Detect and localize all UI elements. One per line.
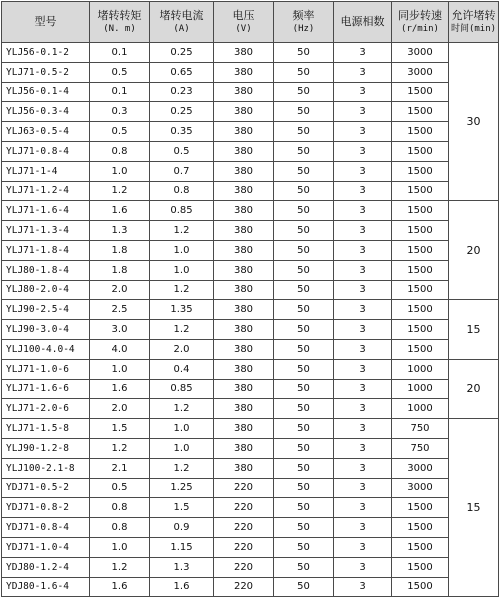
table-row [2,359,499,379]
cell-locked-torque: 1.6 [90,379,150,399]
table-row [2,122,499,142]
cell-locked-torque: 1.0 [90,359,150,379]
cell-model: YLJ90-3.0-4 [2,320,90,340]
cell-locked-current: 0.85 [150,379,214,399]
table-row [2,181,499,201]
table-row [2,537,499,557]
table-row [2,82,499,102]
cell-frequency: 50 [274,518,334,538]
cell-sync-speed: 1500 [392,161,449,181]
cell-phases: 3 [334,557,392,577]
table-row [2,221,499,241]
cell-frequency: 50 [274,438,334,458]
cell-model: YLJ71-1.3-4 [2,221,90,241]
cell-model: YLJ100-2.1-8 [2,458,90,478]
cell-voltage: 380 [214,379,274,399]
cell-locked-time: 20 [449,359,499,418]
cell-locked-current: 0.65 [150,62,214,82]
cell-locked-torque: 0.1 [90,82,150,102]
cell-voltage: 380 [214,300,274,320]
cell-phases: 3 [334,458,392,478]
cell-model: YDJ71-0.8-4 [2,518,90,538]
cell-phases: 3 [334,419,392,439]
cell-voltage: 380 [214,122,274,142]
cell-voltage: 380 [214,458,274,478]
cell-frequency: 50 [274,498,334,518]
cell-model: YLJ90-1.2-8 [2,438,90,458]
cell-frequency: 50 [274,43,334,63]
cell-phases: 3 [334,280,392,300]
cell-locked-current: 1.2 [150,320,214,340]
cell-frequency: 50 [274,557,334,577]
cell-phases: 3 [334,82,392,102]
cell-sync-speed: 1500 [392,201,449,221]
cell-phases: 3 [334,399,392,419]
cell-model: YLJ100-4.0-4 [2,339,90,359]
cell-locked-torque: 0.1 [90,43,150,63]
cell-locked-torque: 2.1 [90,458,150,478]
table-row [2,201,499,221]
cell-phases: 3 [334,62,392,82]
cell-phases: 3 [334,141,392,161]
cell-sync-speed: 3000 [392,62,449,82]
cell-locked-current: 1.0 [150,438,214,458]
cell-phases: 3 [334,102,392,122]
cell-phases: 3 [334,221,392,241]
cell-locked-torque: 0.8 [90,518,150,538]
cell-frequency: 50 [274,300,334,320]
table-row [2,280,499,300]
cell-locked-torque: 1.2 [90,438,150,458]
cell-frequency: 50 [274,379,334,399]
cell-locked-time: 20 [449,201,499,300]
cell-locked-current: 1.6 [150,577,214,597]
cell-locked-torque: 0.5 [90,122,150,142]
cell-frequency: 50 [274,320,334,340]
cell-frequency: 50 [274,577,334,597]
table-row [2,379,499,399]
cell-locked-current: 1.2 [150,458,214,478]
cell-model: YLJ56-0.3-4 [2,102,90,122]
cell-frequency: 50 [274,399,334,419]
cell-sync-speed: 1500 [392,537,449,557]
cell-model: YLJ71-1.5-8 [2,419,90,439]
table-row [2,577,499,597]
cell-locked-current: 0.8 [150,181,214,201]
cell-model: YLJ71-0.5-2 [2,62,90,82]
table-row [2,260,499,280]
table-row [2,102,499,122]
table-row [2,43,499,63]
cell-phases: 3 [334,300,392,320]
cell-sync-speed: 3000 [392,478,449,498]
cell-phases: 3 [334,240,392,260]
col-header-locked-current: 堵转电流 (A) [150,2,214,43]
cell-voltage: 380 [214,141,274,161]
cell-model: YDJ71-0.5-2 [2,478,90,498]
cell-locked-current: 1.5 [150,498,214,518]
cell-voltage: 380 [214,280,274,300]
cell-locked-current: 0.5 [150,141,214,161]
table-row [2,498,499,518]
cell-voltage: 380 [214,240,274,260]
cell-locked-torque: 0.5 [90,478,150,498]
cell-locked-torque: 1.0 [90,161,150,181]
cell-locked-current: 0.85 [150,201,214,221]
col-header-model: 型号 [2,2,90,43]
cell-model: YLJ71-0.8-4 [2,141,90,161]
cell-sync-speed: 1000 [392,379,449,399]
cell-frequency: 50 [274,161,334,181]
cell-locked-current: 0.9 [150,518,214,538]
table-row [2,339,499,359]
cell-frequency: 50 [274,141,334,161]
cell-phases: 3 [334,181,392,201]
cell-locked-torque: 1.8 [90,260,150,280]
cell-frequency: 50 [274,62,334,82]
cell-locked-torque: 1.0 [90,537,150,557]
cell-locked-current: 0.35 [150,122,214,142]
cell-sync-speed: 1500 [392,260,449,280]
cell-sync-speed: 1500 [392,221,449,241]
cell-locked-current: 0.23 [150,82,214,102]
cell-locked-current: 1.15 [150,537,214,557]
cell-voltage: 380 [214,419,274,439]
cell-voltage: 380 [214,43,274,63]
col-header-frequency: 频率 (Hz) [274,2,334,43]
cell-model: YLJ90-2.5-4 [2,300,90,320]
cell-model: YLJ71-1.0-6 [2,359,90,379]
cell-model: YDJ71-0.8-2 [2,498,90,518]
cell-locked-torque: 0.5 [90,62,150,82]
cell-voltage: 220 [214,478,274,498]
cell-voltage: 220 [214,498,274,518]
cell-locked-torque: 1.8 [90,240,150,260]
cell-locked-current: 0.7 [150,161,214,181]
cell-voltage: 380 [214,359,274,379]
cell-voltage: 380 [214,221,274,241]
cell-sync-speed: 3000 [392,458,449,478]
cell-model: YLJ80-2.0-4 [2,280,90,300]
cell-voltage: 220 [214,537,274,557]
cell-phases: 3 [334,339,392,359]
col-header-sync-speed: 同步转速 (r/min) [392,2,449,43]
cell-phases: 3 [334,478,392,498]
cell-voltage: 380 [214,399,274,419]
cell-sync-speed: 750 [392,438,449,458]
cell-locked-time: 15 [449,300,499,359]
cell-sync-speed: 1500 [392,300,449,320]
cell-model: YLJ71-1.8-4 [2,240,90,260]
table-row [2,240,499,260]
cell-frequency: 50 [274,537,334,557]
cell-sync-speed: 1500 [392,498,449,518]
cell-phases: 3 [334,122,392,142]
cell-locked-torque: 1.5 [90,419,150,439]
cell-phases: 3 [334,43,392,63]
cell-sync-speed: 1500 [392,181,449,201]
col-header-voltage: 电压 (V) [214,2,274,43]
cell-model: YLJ71-1.6-4 [2,201,90,221]
table-row [2,518,499,538]
cell-model: YLJ71-2.0-6 [2,399,90,419]
cell-locked-torque: 0.3 [90,102,150,122]
cell-sync-speed: 1500 [392,240,449,260]
cell-voltage: 380 [214,102,274,122]
table-row [2,62,499,82]
cell-voltage: 380 [214,82,274,102]
cell-voltage: 380 [214,260,274,280]
cell-sync-speed: 1000 [392,399,449,419]
cell-frequency: 50 [274,201,334,221]
cell-frequency: 50 [274,419,334,439]
cell-model: YLJ80-1.8-4 [2,260,90,280]
cell-locked-current: 1.25 [150,478,214,498]
cell-model: YLJ71-1.2-4 [2,181,90,201]
cell-voltage: 220 [214,518,274,538]
cell-locked-current: 1.35 [150,300,214,320]
cell-phases: 3 [334,320,392,340]
cell-sync-speed: 1500 [392,280,449,300]
cell-sync-speed: 1500 [392,339,449,359]
cell-locked-torque: 3.0 [90,320,150,340]
cell-voltage: 380 [214,320,274,340]
cell-frequency: 50 [274,260,334,280]
cell-sync-speed: 1500 [392,577,449,597]
cell-locked-torque: 4.0 [90,339,150,359]
col-header-locked-torque: 堵转转矩 (N. m) [90,2,150,43]
cell-locked-current: 2.0 [150,339,214,359]
table-row [2,320,499,340]
table-row [2,438,499,458]
table-row [2,300,499,320]
cell-locked-torque: 1.6 [90,577,150,597]
cell-phases: 3 [334,359,392,379]
cell-locked-current: 0.25 [150,43,214,63]
table-body [2,43,499,597]
cell-frequency: 50 [274,221,334,241]
cell-voltage: 220 [214,557,274,577]
table-row [2,141,499,161]
cell-model: YLJ71-1-4 [2,161,90,181]
cell-locked-current: 1.0 [150,260,214,280]
cell-locked-torque: 1.2 [90,181,150,201]
cell-frequency: 50 [274,102,334,122]
cell-phases: 3 [334,260,392,280]
cell-sync-speed: 1500 [392,122,449,142]
cell-locked-current: 1.0 [150,419,214,439]
cell-sync-speed: 1500 [392,102,449,122]
cell-voltage: 220 [214,577,274,597]
cell-frequency: 50 [274,359,334,379]
cell-locked-current: 1.2 [150,280,214,300]
cell-frequency: 50 [274,339,334,359]
cell-locked-current: 1.0 [150,240,214,260]
cell-locked-time: 30 [449,43,499,201]
cell-locked-current: 0.25 [150,102,214,122]
cell-frequency: 50 [274,280,334,300]
table-row [2,557,499,577]
cell-locked-torque: 2.5 [90,300,150,320]
cell-voltage: 380 [214,62,274,82]
cell-phases: 3 [334,518,392,538]
cell-model: YDJ80-1.6-4 [2,577,90,597]
cell-sync-speed: 1500 [392,557,449,577]
table-row [2,419,499,439]
table-row [2,458,499,478]
cell-sync-speed: 3000 [392,43,449,63]
cell-voltage: 380 [214,201,274,221]
cell-voltage: 380 [214,161,274,181]
col-header-phases: 电源相数 [334,2,392,43]
cell-phases: 3 [334,577,392,597]
cell-model: YLJ63-0.5-4 [2,122,90,142]
cell-frequency: 50 [274,82,334,102]
cell-locked-torque: 2.0 [90,280,150,300]
cell-locked-torque: 1.3 [90,221,150,241]
cell-locked-current: 1.2 [150,399,214,419]
cell-locked-current: 1.3 [150,557,214,577]
cell-phases: 3 [334,438,392,458]
cell-locked-torque: 2.0 [90,399,150,419]
cell-model: YLJ56-0.1-2 [2,43,90,63]
motor-spec-table [1,1,499,597]
cell-phases: 3 [334,379,392,399]
col-header-locked-time: 允许堵转 时间(min) [449,2,499,43]
cell-locked-time: 15 [449,419,499,597]
cell-sync-speed: 1500 [392,82,449,102]
cell-locked-torque: 0.8 [90,141,150,161]
cell-sync-speed: 1500 [392,320,449,340]
cell-sync-speed: 1500 [392,518,449,538]
cell-model: YDJ71-1.0-4 [2,537,90,557]
table-row [2,478,499,498]
cell-frequency: 50 [274,181,334,201]
cell-sync-speed: 1500 [392,141,449,161]
cell-frequency: 50 [274,122,334,142]
cell-phases: 3 [334,201,392,221]
cell-frequency: 50 [274,458,334,478]
cell-locked-torque: 0.8 [90,498,150,518]
cell-model: YLJ71-1.6-6 [2,379,90,399]
cell-phases: 3 [334,498,392,518]
cell-model: YLJ56-0.1-4 [2,82,90,102]
cell-locked-torque: 1.2 [90,557,150,577]
cell-frequency: 50 [274,478,334,498]
cell-frequency: 50 [274,240,334,260]
cell-sync-speed: 1000 [392,359,449,379]
cell-locked-torque: 1.6 [90,201,150,221]
cell-locked-current: 0.4 [150,359,214,379]
cell-sync-speed: 750 [392,419,449,439]
cell-locked-current: 1.2 [150,221,214,241]
table-row [2,161,499,181]
cell-voltage: 380 [214,181,274,201]
cell-phases: 3 [334,537,392,557]
header-row [2,2,499,43]
cell-voltage: 380 [214,339,274,359]
table-row [2,399,499,419]
cell-voltage: 380 [214,438,274,458]
table-header [2,2,499,43]
cell-model: YDJ80-1.2-4 [2,557,90,577]
cell-phases: 3 [334,161,392,181]
